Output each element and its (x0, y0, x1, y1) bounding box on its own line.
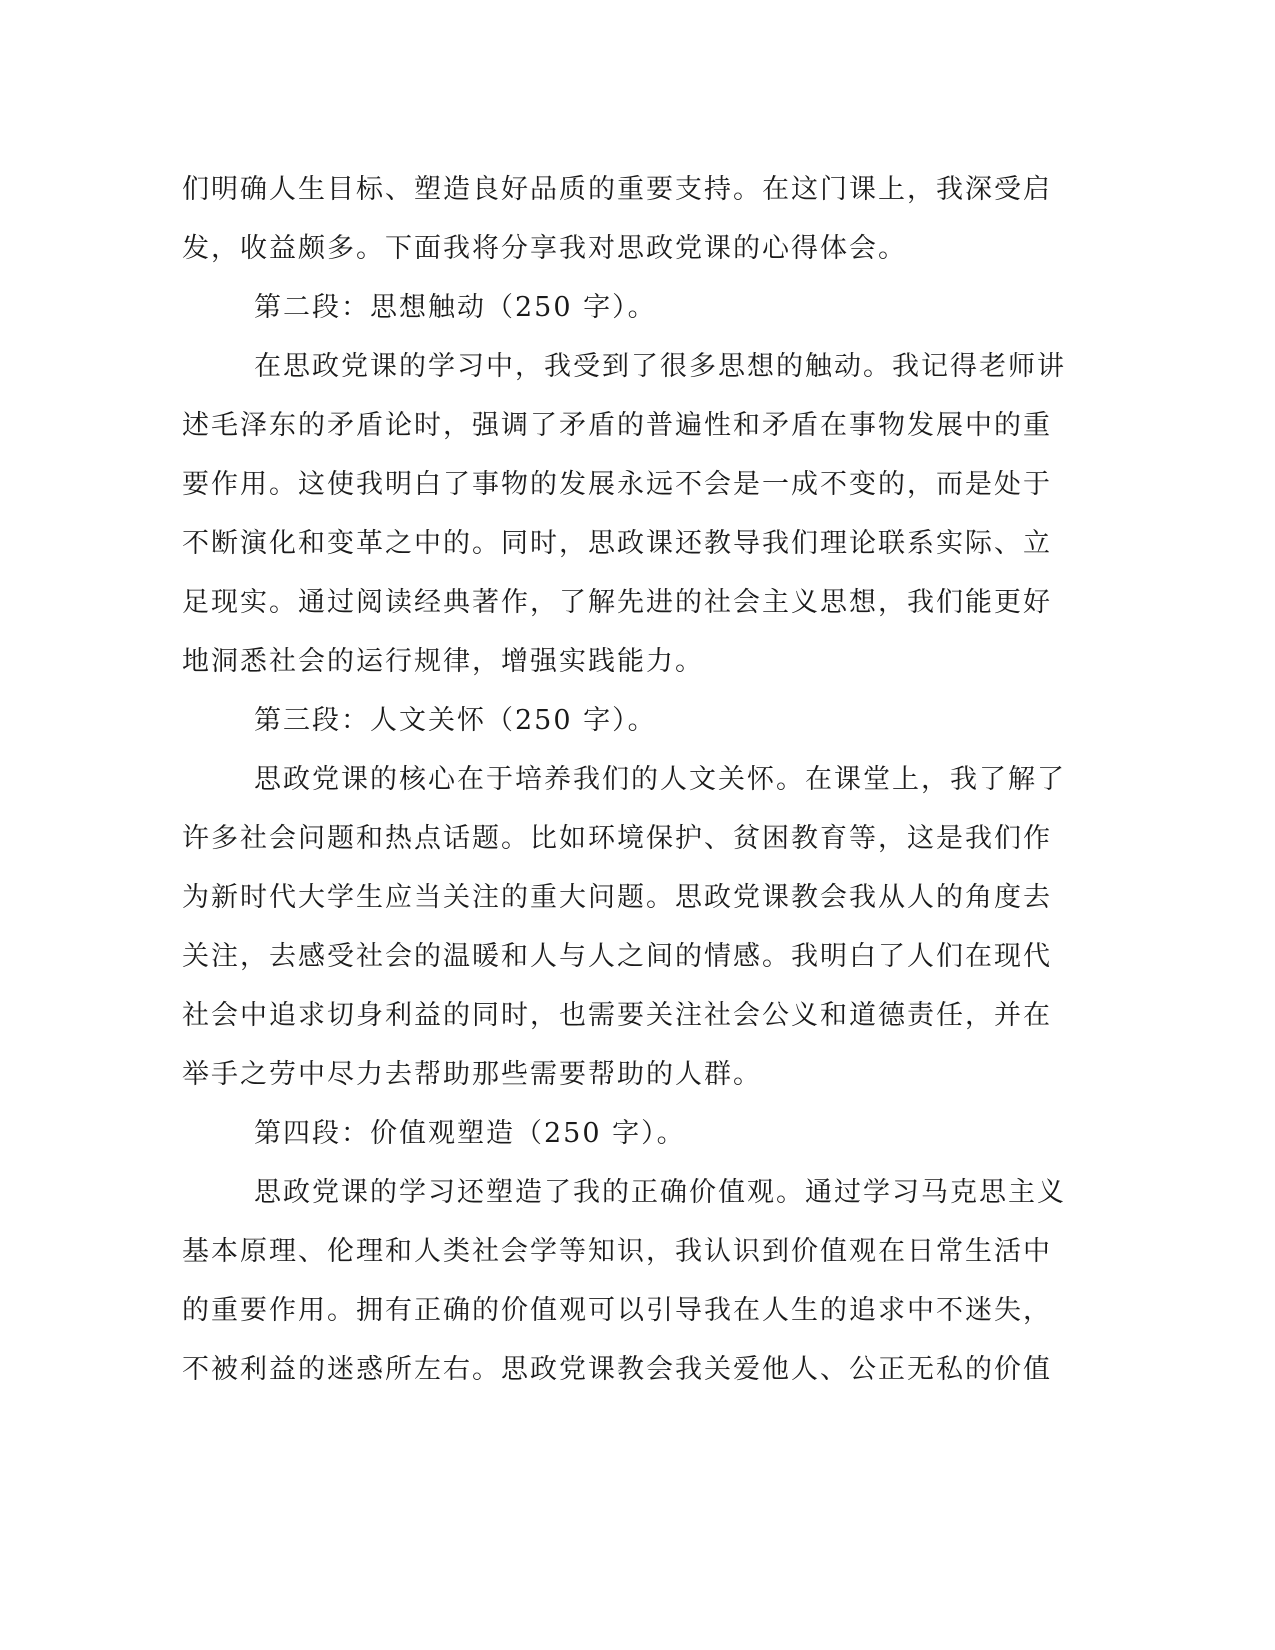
paragraph-first-line: 第四段：价值观塑造（250 字）。 (254, 1118, 686, 1149)
paragraph-line: 不断演化和变革之中的。同时，思政课还教导我们理论联系实际、立 (182, 528, 1052, 559)
paragraph-first-line: 第三段：人文关怀（250 字）。 (254, 705, 657, 736)
paragraph-line: 关注，去感受社会的温暖和人与人之间的情感。我明白了人们在现代 (182, 941, 1052, 972)
paragraph-line: 地洞悉社会的运行规律，增强实践能力。 (182, 646, 704, 677)
paragraph-line: 举手之劳中尽力去帮助那些需要帮助的人群。 (182, 1059, 762, 1090)
document-body (182, 160, 1066, 1399)
paragraph-line: 足现实。通过阅读经典著作，了解先进的社会主义思想，我们能更好 (182, 587, 1052, 618)
paragraph-line: 基本原理、伦理和人类社会学等知识，我认识到价值观在日常生活中 (182, 1236, 1052, 1267)
paragraph-line: 要作用。这使我明白了事物的发展永远不会是一成不变的，而是处于 (182, 469, 1052, 500)
paragraph-line: 社会中追求切身利益的同时，也需要关注社会公义和道德责任，并在 (182, 1000, 1052, 1031)
paragraph-first-line: 思政党课的学习还塑造了我的正确价值观。通过学习马克思主义 (254, 1177, 1066, 1208)
paragraph-first-line: 第二段：思想触动（250 字）。 (254, 292, 657, 323)
paragraph-first-line: 在思政党课的学习中，我受到了很多思想的触动。我记得老师讲 (254, 351, 1066, 382)
paragraph-line: 述毛泽东的矛盾论时，强调了矛盾的普遍性和矛盾在事物发展中的重 (182, 410, 1052, 441)
paragraph-line: 为新时代大学生应当关注的重大问题。思政党课教会我从人的角度去 (182, 882, 1052, 913)
paragraph-line: 们明确人生目标、塑造良好品质的重要支持。在这门课上，我深受启 (182, 174, 1052, 205)
paragraph-line: 不被利益的迷惑所左右。思政党课教会我关爱他人、公正无私的价值 (182, 1354, 1052, 1385)
paragraph-line: 的重要作用。拥有正确的价值观可以引导我在人生的追求中不迷失， (182, 1295, 1052, 1326)
paragraph-first-line: 思政党课的核心在于培养我们的人文关怀。在课堂上，我了解了 (254, 764, 1066, 795)
paragraph-line: 发，收益颇多。下面我将分享我对思政党课的心得体会。 (182, 233, 907, 264)
paragraph-line: 许多社会问题和热点话题。比如环境保护、贫困教育等，这是我们作 (182, 823, 1052, 854)
